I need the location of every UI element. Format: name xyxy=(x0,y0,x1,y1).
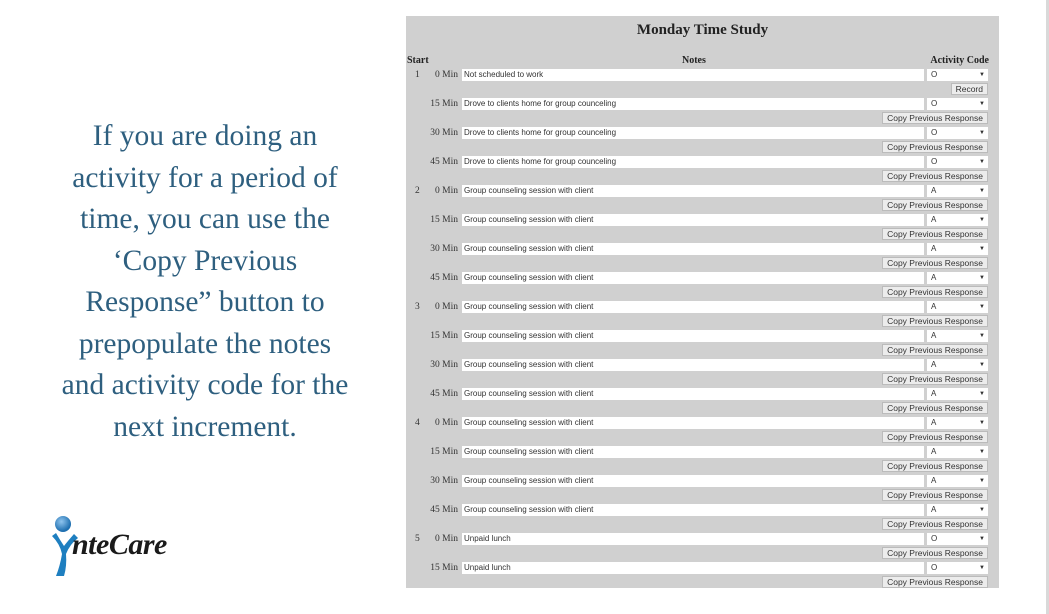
minute-offset: 0 Min xyxy=(435,70,458,80)
copy-previous-response-button[interactable]: Copy Previous Response xyxy=(882,344,988,356)
dropdown-arrow-icon: ▼ xyxy=(979,101,985,107)
activity-code-value: A xyxy=(931,215,937,224)
time-study-row xyxy=(406,330,999,359)
notes-input[interactable]: Unpaid lunch xyxy=(462,562,924,574)
minute-offset: 0 Min xyxy=(435,302,458,312)
activity-code-select[interactable] xyxy=(927,301,988,313)
copy-previous-response-button[interactable]: Copy Previous Response xyxy=(882,170,988,182)
activity-code-value: O xyxy=(931,534,938,543)
time-study-row xyxy=(406,562,999,588)
activity-code-select[interactable] xyxy=(927,446,988,458)
column-header-start: Start xyxy=(407,55,429,66)
activity-code-value: A xyxy=(931,389,937,398)
activity-code-value: O xyxy=(931,563,938,572)
dropdown-arrow-icon: ▼ xyxy=(979,246,985,252)
minute-offset: 30 Min xyxy=(430,128,458,138)
notes-input[interactable]: Group counseling session with client xyxy=(462,214,924,226)
copy-previous-response-button[interactable]: Copy Previous Response xyxy=(882,286,988,298)
activity-code-value: O xyxy=(931,70,938,79)
time-study-row xyxy=(406,533,999,562)
copy-previous-response-button[interactable]: Copy Previous Response xyxy=(882,315,988,327)
activity-code-value: A xyxy=(931,360,937,369)
minute-offset: 30 Min xyxy=(430,476,458,486)
copy-previous-response-button[interactable]: Copy Previous Response xyxy=(882,112,988,124)
minute-offset: 30 Min xyxy=(430,360,458,370)
dropdown-arrow-icon: ▼ xyxy=(979,565,985,571)
activity-code-select[interactable] xyxy=(927,185,988,197)
caption-line: activity for a period of xyxy=(72,161,338,194)
notes-input[interactable]: Unpaid lunch xyxy=(462,533,924,545)
activity-code-select[interactable] xyxy=(927,533,988,545)
time-study-row xyxy=(406,69,999,98)
time-study-row xyxy=(406,475,999,504)
notes-input[interactable]: Group counseling session with client xyxy=(462,446,924,458)
minute-offset: 15 Min xyxy=(430,331,458,341)
caption-line: If you are doing an xyxy=(92,120,318,152)
activity-code-select[interactable] xyxy=(927,243,988,255)
notes-input[interactable]: Group counseling session with client xyxy=(462,272,924,284)
copy-previous-response-button[interactable]: Copy Previous Response xyxy=(882,489,988,501)
caption-line: prepopulate the notes xyxy=(78,327,332,360)
column-header-notes: Notes xyxy=(682,55,706,66)
intecare-logo xyxy=(50,514,220,578)
activity-code-value: O xyxy=(931,128,938,137)
time-study-row xyxy=(406,272,999,301)
activity-code-select[interactable] xyxy=(927,330,988,342)
minute-offset: 15 Min xyxy=(430,447,458,457)
activity-code-select[interactable] xyxy=(927,562,988,574)
activity-code-select[interactable] xyxy=(927,475,988,487)
dropdown-arrow-icon: ▼ xyxy=(979,362,985,368)
time-study-row xyxy=(406,417,999,446)
activity-code-select[interactable] xyxy=(927,69,988,81)
time-study-row xyxy=(406,504,999,533)
dropdown-arrow-icon: ▼ xyxy=(979,72,985,78)
notes-input[interactable]: Group counseling session with client xyxy=(462,475,924,487)
activity-code-value: A xyxy=(931,476,937,485)
caption-line: next increment. xyxy=(113,410,297,443)
minute-offset: 45 Min xyxy=(430,273,458,283)
minute-offset: 15 Min xyxy=(430,563,458,573)
copy-previous-response-button[interactable]: Copy Previous Response xyxy=(882,547,988,559)
activity-code-select[interactable] xyxy=(927,504,988,516)
notes-input[interactable]: Drove to clients home for group counceling xyxy=(462,127,924,139)
time-study-row xyxy=(406,156,999,185)
minute-offset: 45 Min xyxy=(430,157,458,167)
activity-code-select[interactable] xyxy=(927,214,988,226)
minute-offset: 0 Min xyxy=(435,186,458,196)
minute-offset: 15 Min xyxy=(430,99,458,109)
copy-previous-response-button[interactable]: Copy Previous Response xyxy=(882,402,988,414)
hour-number: 5 xyxy=(415,534,420,544)
copy-previous-response-button[interactable]: Copy Previous Response xyxy=(882,460,988,472)
activity-code-select[interactable] xyxy=(927,388,988,400)
record-button[interactable]: Record xyxy=(951,83,988,95)
time-study-row xyxy=(406,243,999,272)
activity-code-value: A xyxy=(931,447,937,456)
copy-previous-response-button[interactable]: Copy Previous Response xyxy=(882,228,988,240)
caption-line: ‘Copy Previous xyxy=(112,244,298,277)
caption-line: and activity code for the xyxy=(61,369,349,401)
notes-input[interactable]: Drove to clients home for group counceling xyxy=(462,156,924,168)
activity-code-select[interactable] xyxy=(927,417,988,429)
activity-code-select[interactable] xyxy=(927,156,988,168)
dropdown-arrow-icon: ▼ xyxy=(979,507,985,513)
minute-offset: 0 Min xyxy=(435,418,458,428)
time-study-row xyxy=(406,185,999,214)
copy-previous-response-button[interactable]: Copy Previous Response xyxy=(882,141,988,153)
copy-previous-response-button[interactable]: Copy Previous Response xyxy=(882,518,988,530)
dropdown-arrow-icon: ▼ xyxy=(979,536,985,542)
copy-previous-response-button[interactable]: Copy Previous Response xyxy=(882,431,988,443)
minute-offset: 45 Min xyxy=(430,389,458,399)
copy-previous-response-button[interactable]: Copy Previous Response xyxy=(882,257,988,269)
logo-wordmark: nteCare xyxy=(72,528,167,561)
dropdown-arrow-icon: ▼ xyxy=(979,449,985,455)
minute-offset: 45 Min xyxy=(430,505,458,515)
activity-code-value: O xyxy=(931,99,938,108)
column-header-activity-code: Activity Code xyxy=(930,55,989,66)
activity-code-value: A xyxy=(931,418,937,427)
dropdown-arrow-icon: ▼ xyxy=(979,159,985,165)
minute-offset: 15 Min xyxy=(430,215,458,225)
activity-code-select[interactable] xyxy=(927,98,988,110)
activity-code-value: A xyxy=(931,273,937,282)
hour-number: 2 xyxy=(415,186,420,196)
dropdown-arrow-icon: ▼ xyxy=(979,275,985,281)
activity-code-select[interactable] xyxy=(927,127,988,139)
dropdown-arrow-icon: ▼ xyxy=(979,304,985,310)
time-study-row xyxy=(406,388,999,417)
dropdown-arrow-icon: ▼ xyxy=(979,478,985,484)
hour-number: 4 xyxy=(415,418,420,428)
hour-number: 3 xyxy=(415,302,420,312)
activity-code-value: A xyxy=(931,302,937,311)
hour-number: 1 xyxy=(415,70,420,80)
form-title: Monday Time Study xyxy=(636,22,769,38)
time-study-form xyxy=(406,16,999,588)
time-study-row xyxy=(406,301,999,330)
activity-code-value: A xyxy=(931,331,937,340)
time-study-row xyxy=(406,98,999,127)
minute-offset: 30 Min xyxy=(430,244,458,254)
time-study-row xyxy=(406,127,999,156)
dropdown-arrow-icon: ▼ xyxy=(979,420,985,426)
copy-previous-response-button[interactable]: Copy Previous Response xyxy=(882,199,988,211)
dropdown-arrow-icon: ▼ xyxy=(979,333,985,339)
notes-input[interactable]: Group counseling session with client xyxy=(462,417,924,429)
caption-line: Response” button to xyxy=(85,286,325,318)
time-study-row xyxy=(406,359,999,388)
activity-code-value: A xyxy=(931,244,937,253)
dropdown-arrow-icon: ▼ xyxy=(979,217,985,223)
notes-input[interactable]: Group counseling session with client xyxy=(462,185,924,197)
copy-previous-response-button[interactable]: Copy Previous Response xyxy=(882,576,988,588)
dropdown-arrow-icon: ▼ xyxy=(979,188,985,194)
notes-input[interactable]: Drove to clients home for group counceling xyxy=(462,98,924,110)
notes-input[interactable]: Not scheduled to work xyxy=(462,69,924,81)
copy-previous-response-button[interactable]: Copy Previous Response xyxy=(882,373,988,385)
notes-input[interactable]: Group counseling session with client xyxy=(462,504,924,516)
activity-code-value: A xyxy=(931,505,937,514)
minute-offset: 0 Min xyxy=(435,534,458,544)
notes-input[interactable]: Group counseling session with client xyxy=(462,243,924,255)
notes-input[interactable]: Group counseling session with client xyxy=(462,359,924,371)
notes-input[interactable]: Group counseling session with client xyxy=(462,330,924,342)
dropdown-arrow-icon: ▼ xyxy=(979,391,985,397)
time-study-row xyxy=(406,446,999,475)
activity-code-value: A xyxy=(931,186,937,195)
notes-input[interactable]: Group counseling session with client xyxy=(462,301,924,313)
activity-code-select[interactable] xyxy=(927,359,988,371)
caption-line: time, you can use the xyxy=(80,203,330,235)
activity-code-value: O xyxy=(931,157,938,166)
notes-input[interactable]: Group counseling session with client xyxy=(462,388,924,400)
time-study-row xyxy=(406,214,999,243)
activity-code-select[interactable] xyxy=(927,272,988,284)
dropdown-arrow-icon: ▼ xyxy=(979,130,985,136)
instruction-caption xyxy=(20,116,390,448)
